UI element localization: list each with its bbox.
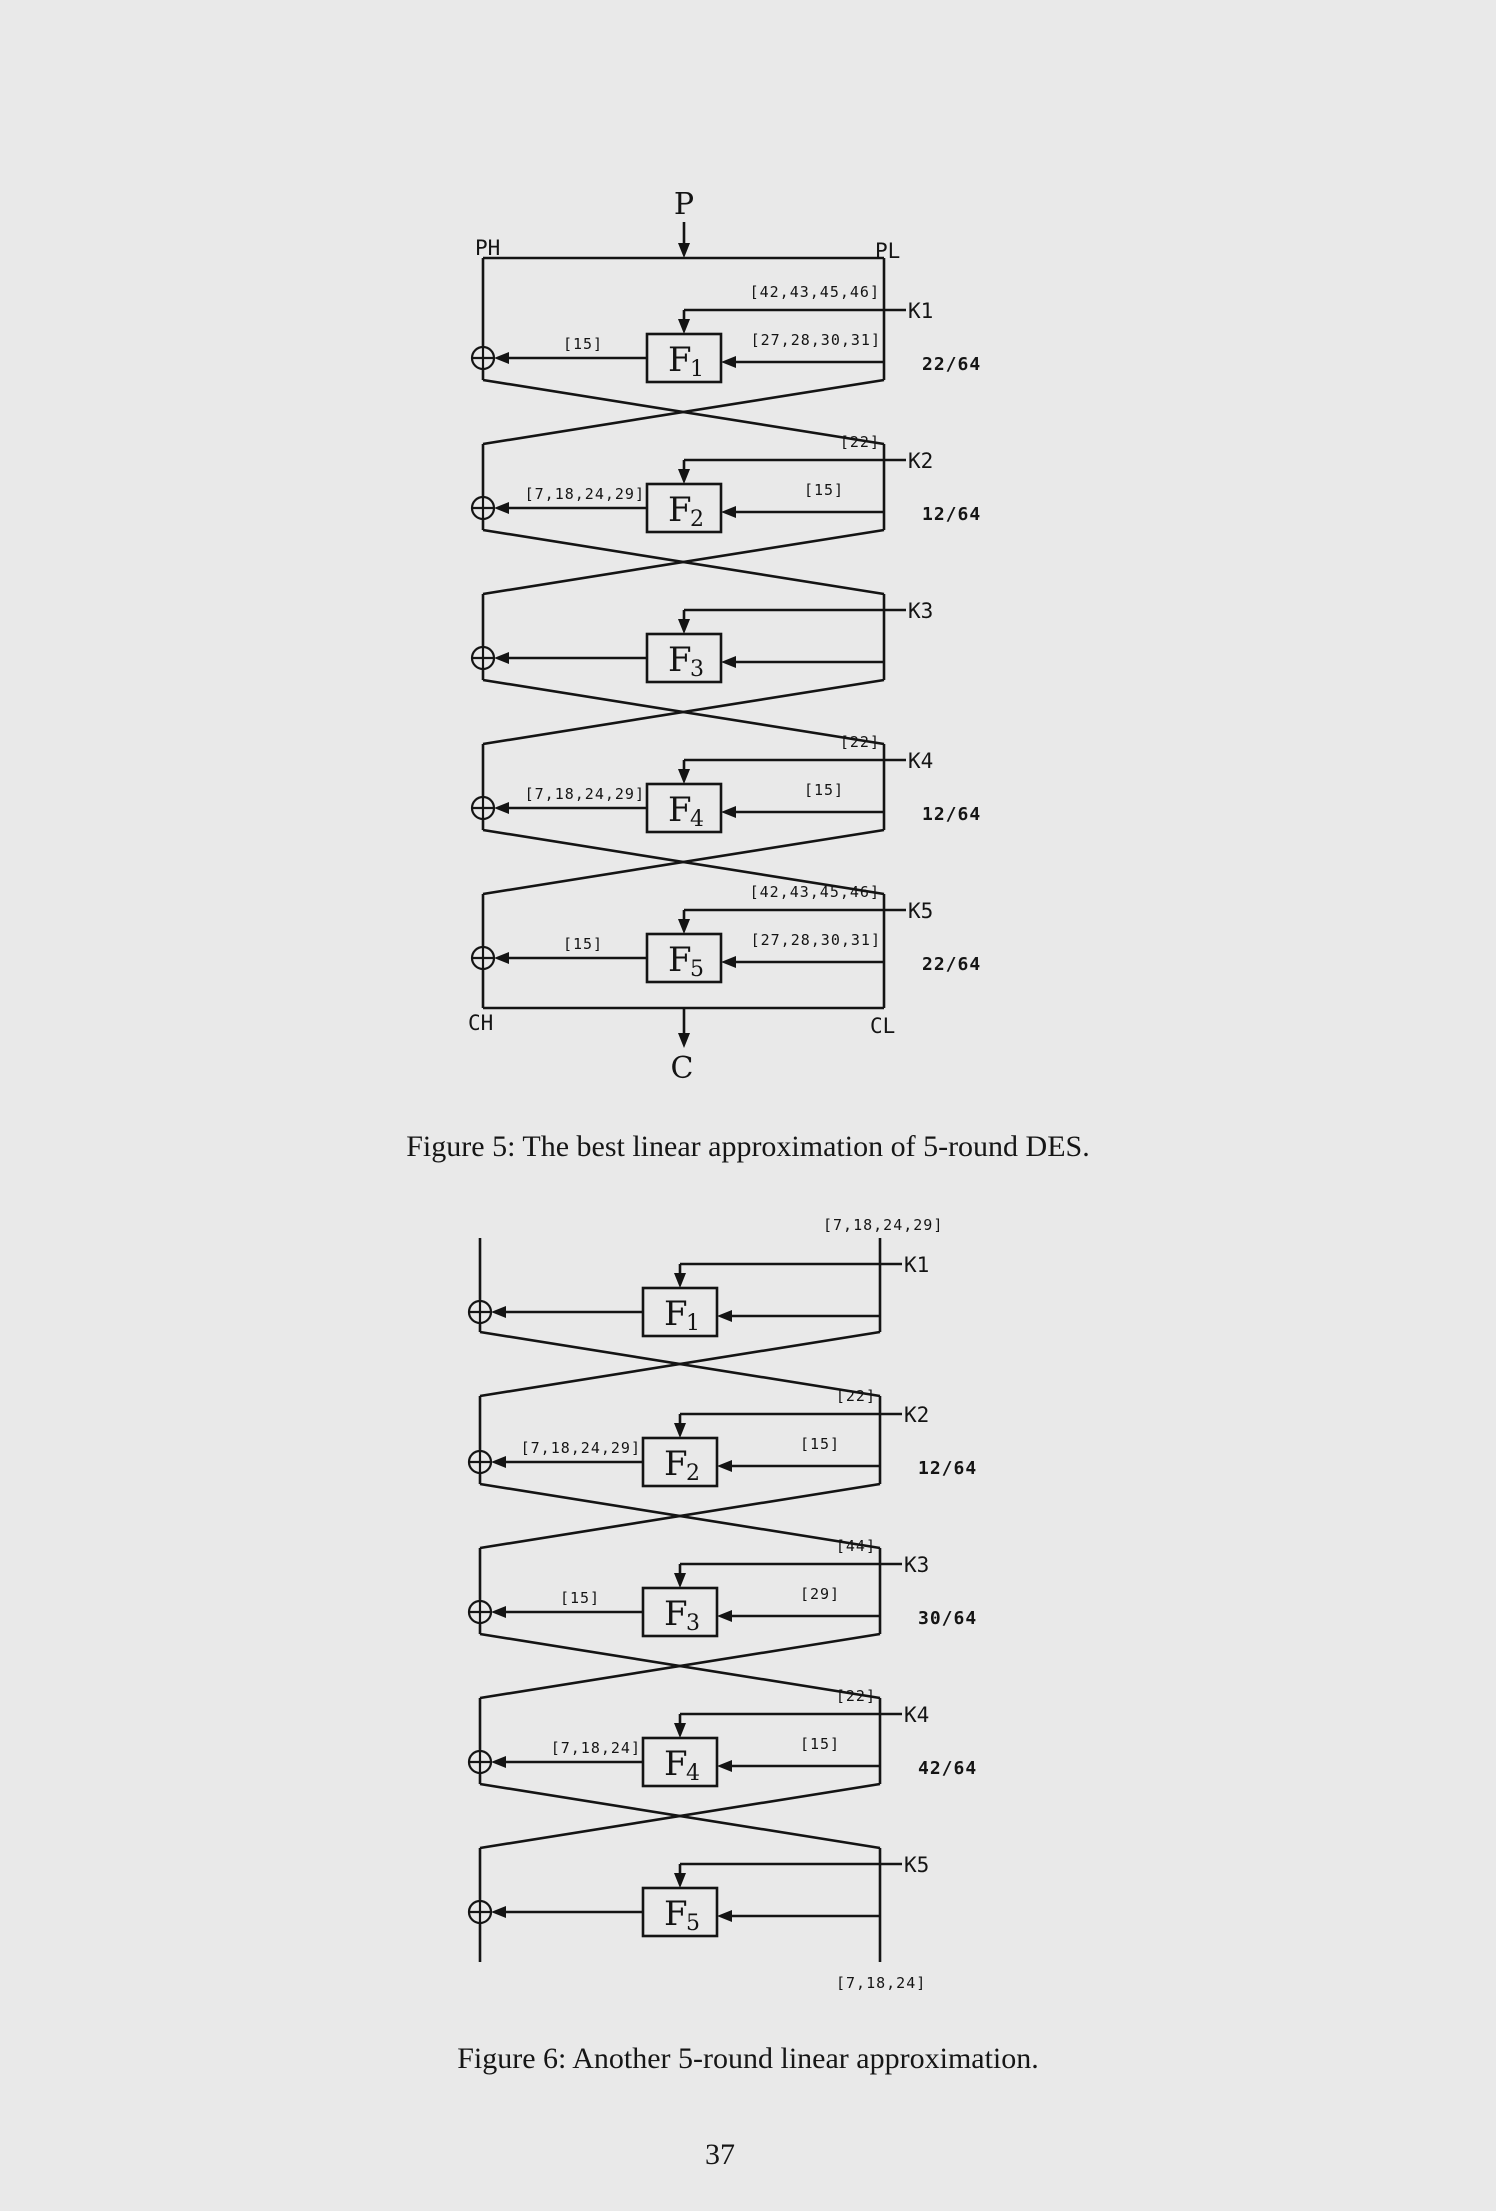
- right-input-bits-label: [15]: [803, 481, 845, 499]
- xor-icon: [472, 647, 494, 669]
- round-4: [469, 1687, 977, 1786]
- f-box-label: F: [664, 1444, 688, 1484]
- f-box-subscript: 5: [690, 957, 704, 982]
- f-box-subscript: 3: [690, 657, 704, 682]
- key-arrowhead: [674, 1723, 686, 1738]
- f-box-subscript: 1: [690, 357, 704, 382]
- key-bits-label: [22]: [839, 733, 880, 751]
- key-label: K3: [908, 599, 934, 623]
- left-output-bits-label: [7,18,24]: [550, 1739, 641, 1757]
- f-to-xor-arrowhead: [494, 652, 509, 664]
- right-to-f-arrowhead: [717, 1610, 732, 1622]
- key-arrowhead: [674, 1873, 686, 1888]
- f-box-subscript: 4: [690, 807, 704, 832]
- crossover-3: [480, 1634, 880, 1698]
- xor-icon: [472, 947, 494, 969]
- f-box-label: F: [664, 1894, 688, 1934]
- page-number: 37: [705, 2138, 735, 2171]
- f-to-xor-arrowhead: [494, 352, 509, 364]
- key-arrowhead: [674, 1273, 686, 1288]
- round-5: [472, 883, 981, 1008]
- key-arrowhead: [674, 1423, 686, 1438]
- key-label: K4: [908, 749, 934, 773]
- f-to-xor-arrowhead: [494, 502, 509, 514]
- right-input-bits-label: [15]: [799, 1735, 841, 1753]
- crossover-2: [483, 530, 884, 594]
- plaintext-label: P: [673, 187, 695, 222]
- key-label: K4: [904, 1703, 930, 1727]
- round-3: [469, 1537, 977, 1636]
- pl-label: PL: [875, 239, 901, 263]
- f-to-xor-arrowhead: [491, 1906, 506, 1918]
- key-label: K2: [908, 449, 934, 473]
- key-label: K1: [904, 1253, 930, 1277]
- f-box-subscript: 4: [686, 1761, 700, 1786]
- f-to-xor-arrowhead: [494, 802, 509, 814]
- figure-6-diagram: [469, 1216, 977, 1992]
- f-box-subscript: 1: [686, 1311, 700, 1336]
- round-3: [472, 594, 933, 682]
- right-to-f-arrowhead: [717, 1310, 732, 1322]
- f-box-subscript: 5: [686, 1911, 700, 1936]
- f-box-label: F: [664, 1744, 688, 1784]
- ch-label: CH: [468, 1011, 494, 1035]
- key-arrowhead: [678, 619, 690, 634]
- f-box-subscript: 2: [690, 507, 704, 532]
- crossover-1: [483, 380, 884, 444]
- right-to-f-arrowhead: [721, 656, 736, 668]
- xor-icon: [472, 797, 494, 819]
- bottom-right-bits-label: [7,18,24]: [836, 1974, 927, 1992]
- key-arrowhead: [678, 469, 690, 484]
- left-output-bits-label: [15]: [562, 335, 604, 353]
- probability-label: 42/64: [918, 1758, 978, 1779]
- round-2: [469, 1387, 977, 1486]
- xor-icon: [469, 1751, 491, 1773]
- key-bits-label: [44]: [835, 1537, 876, 1555]
- figure-6-caption: Figure 6: Another 5-round linear approximation.: [457, 2042, 1039, 2075]
- f-box-subscript: 3: [686, 1611, 700, 1636]
- f-box-label: F: [664, 1294, 688, 1334]
- left-output-bits-label: [7,18,24,29]: [524, 485, 645, 503]
- right-input-bits-label: [27,28,30,31]: [750, 331, 881, 349]
- probability-label: 12/64: [918, 1458, 978, 1479]
- f-to-xor-arrowhead: [491, 1306, 506, 1318]
- figure-5-caption: Figure 5: The best linear approximation of 5-round DES.: [406, 1130, 1090, 1163]
- key-bits-label: [22]: [839, 433, 880, 451]
- xor-icon: [469, 1451, 491, 1473]
- key-arrowhead: [678, 319, 690, 334]
- figure-5-diagram: [468, 187, 981, 1086]
- f-to-xor-arrowhead: [491, 1456, 506, 1468]
- crossover-2: [480, 1484, 880, 1548]
- f-box-label: F: [668, 340, 692, 380]
- right-to-f-arrowhead: [717, 1910, 732, 1922]
- f-box-label: F: [668, 640, 692, 680]
- round-5: [469, 1848, 929, 1962]
- right-input-bits-label: [15]: [803, 781, 845, 799]
- right-to-f-arrowhead: [721, 806, 736, 818]
- right-to-f-arrowhead: [717, 1760, 732, 1772]
- key-label: K3: [904, 1553, 930, 1577]
- left-output-bits-label: [7,18,24,29]: [520, 1439, 641, 1457]
- key-arrowhead: [678, 919, 690, 934]
- right-to-f-arrowhead: [721, 356, 736, 368]
- key-label: K1: [908, 299, 934, 323]
- f-box-label: F: [668, 940, 692, 980]
- cl-label: CL: [870, 1014, 896, 1038]
- xor-icon: [469, 1301, 491, 1323]
- round-2: [472, 433, 981, 532]
- probability-label: 22/64: [922, 354, 982, 375]
- probability-label: 22/64: [922, 954, 982, 975]
- right-to-f-arrowhead: [721, 956, 736, 968]
- crossover-4: [480, 1784, 880, 1848]
- key-label: K5: [904, 1853, 930, 1877]
- right-input-bits-label: [27,28,30,31]: [750, 931, 881, 949]
- key-arrowhead: [678, 769, 690, 784]
- key-bits-label: [42,43,45,46]: [749, 283, 880, 301]
- round-1: [472, 258, 981, 382]
- key-label: K2: [904, 1403, 930, 1427]
- probability-label: 30/64: [918, 1608, 978, 1629]
- crossover-3: [483, 680, 884, 744]
- key-arrowhead: [674, 1573, 686, 1588]
- f-to-xor-arrowhead: [491, 1606, 506, 1618]
- round-4: [472, 733, 981, 832]
- f-to-xor-arrowhead: [491, 1756, 506, 1768]
- probability-label: 12/64: [922, 804, 982, 825]
- right-input-bits-label: [15]: [799, 1435, 841, 1453]
- crossover-4: [483, 830, 884, 894]
- ciphertext-label: C: [670, 1051, 694, 1086]
- key-bits-label: [22]: [835, 1687, 876, 1705]
- key-label: K5: [908, 899, 934, 923]
- xor-icon: [469, 1901, 491, 1923]
- f-box-label: F: [664, 1594, 688, 1634]
- round-1: [469, 1238, 929, 1336]
- left-output-bits-label: [15]: [559, 1589, 601, 1607]
- crossover-1: [480, 1332, 880, 1396]
- left-output-bits-label: [15]: [562, 935, 604, 953]
- ph-label: PH: [475, 236, 501, 260]
- right-to-f-arrowhead: [717, 1460, 732, 1472]
- key-bits-label: [42,43,45,46]: [749, 883, 880, 901]
- top-right-bits-label: [7,18,24,29]: [823, 1216, 944, 1234]
- probability-label: 12/64: [922, 504, 982, 525]
- right-to-f-arrowhead: [721, 506, 736, 518]
- left-output-bits-label: [7,18,24,29]: [524, 785, 645, 803]
- f-box-label: F: [668, 790, 692, 830]
- right-input-bits-label: [29]: [799, 1585, 841, 1603]
- f-box-subscript: 2: [686, 1461, 700, 1486]
- xor-icon: [472, 497, 494, 519]
- xor-icon: [472, 347, 494, 369]
- f-to-xor-arrowhead: [494, 952, 509, 964]
- output-arrowhead: [678, 1033, 690, 1048]
- f-box-label: F: [668, 490, 692, 530]
- xor-icon: [469, 1601, 491, 1623]
- input-arrowhead: [678, 243, 690, 258]
- key-bits-label: [22]: [835, 1387, 876, 1405]
